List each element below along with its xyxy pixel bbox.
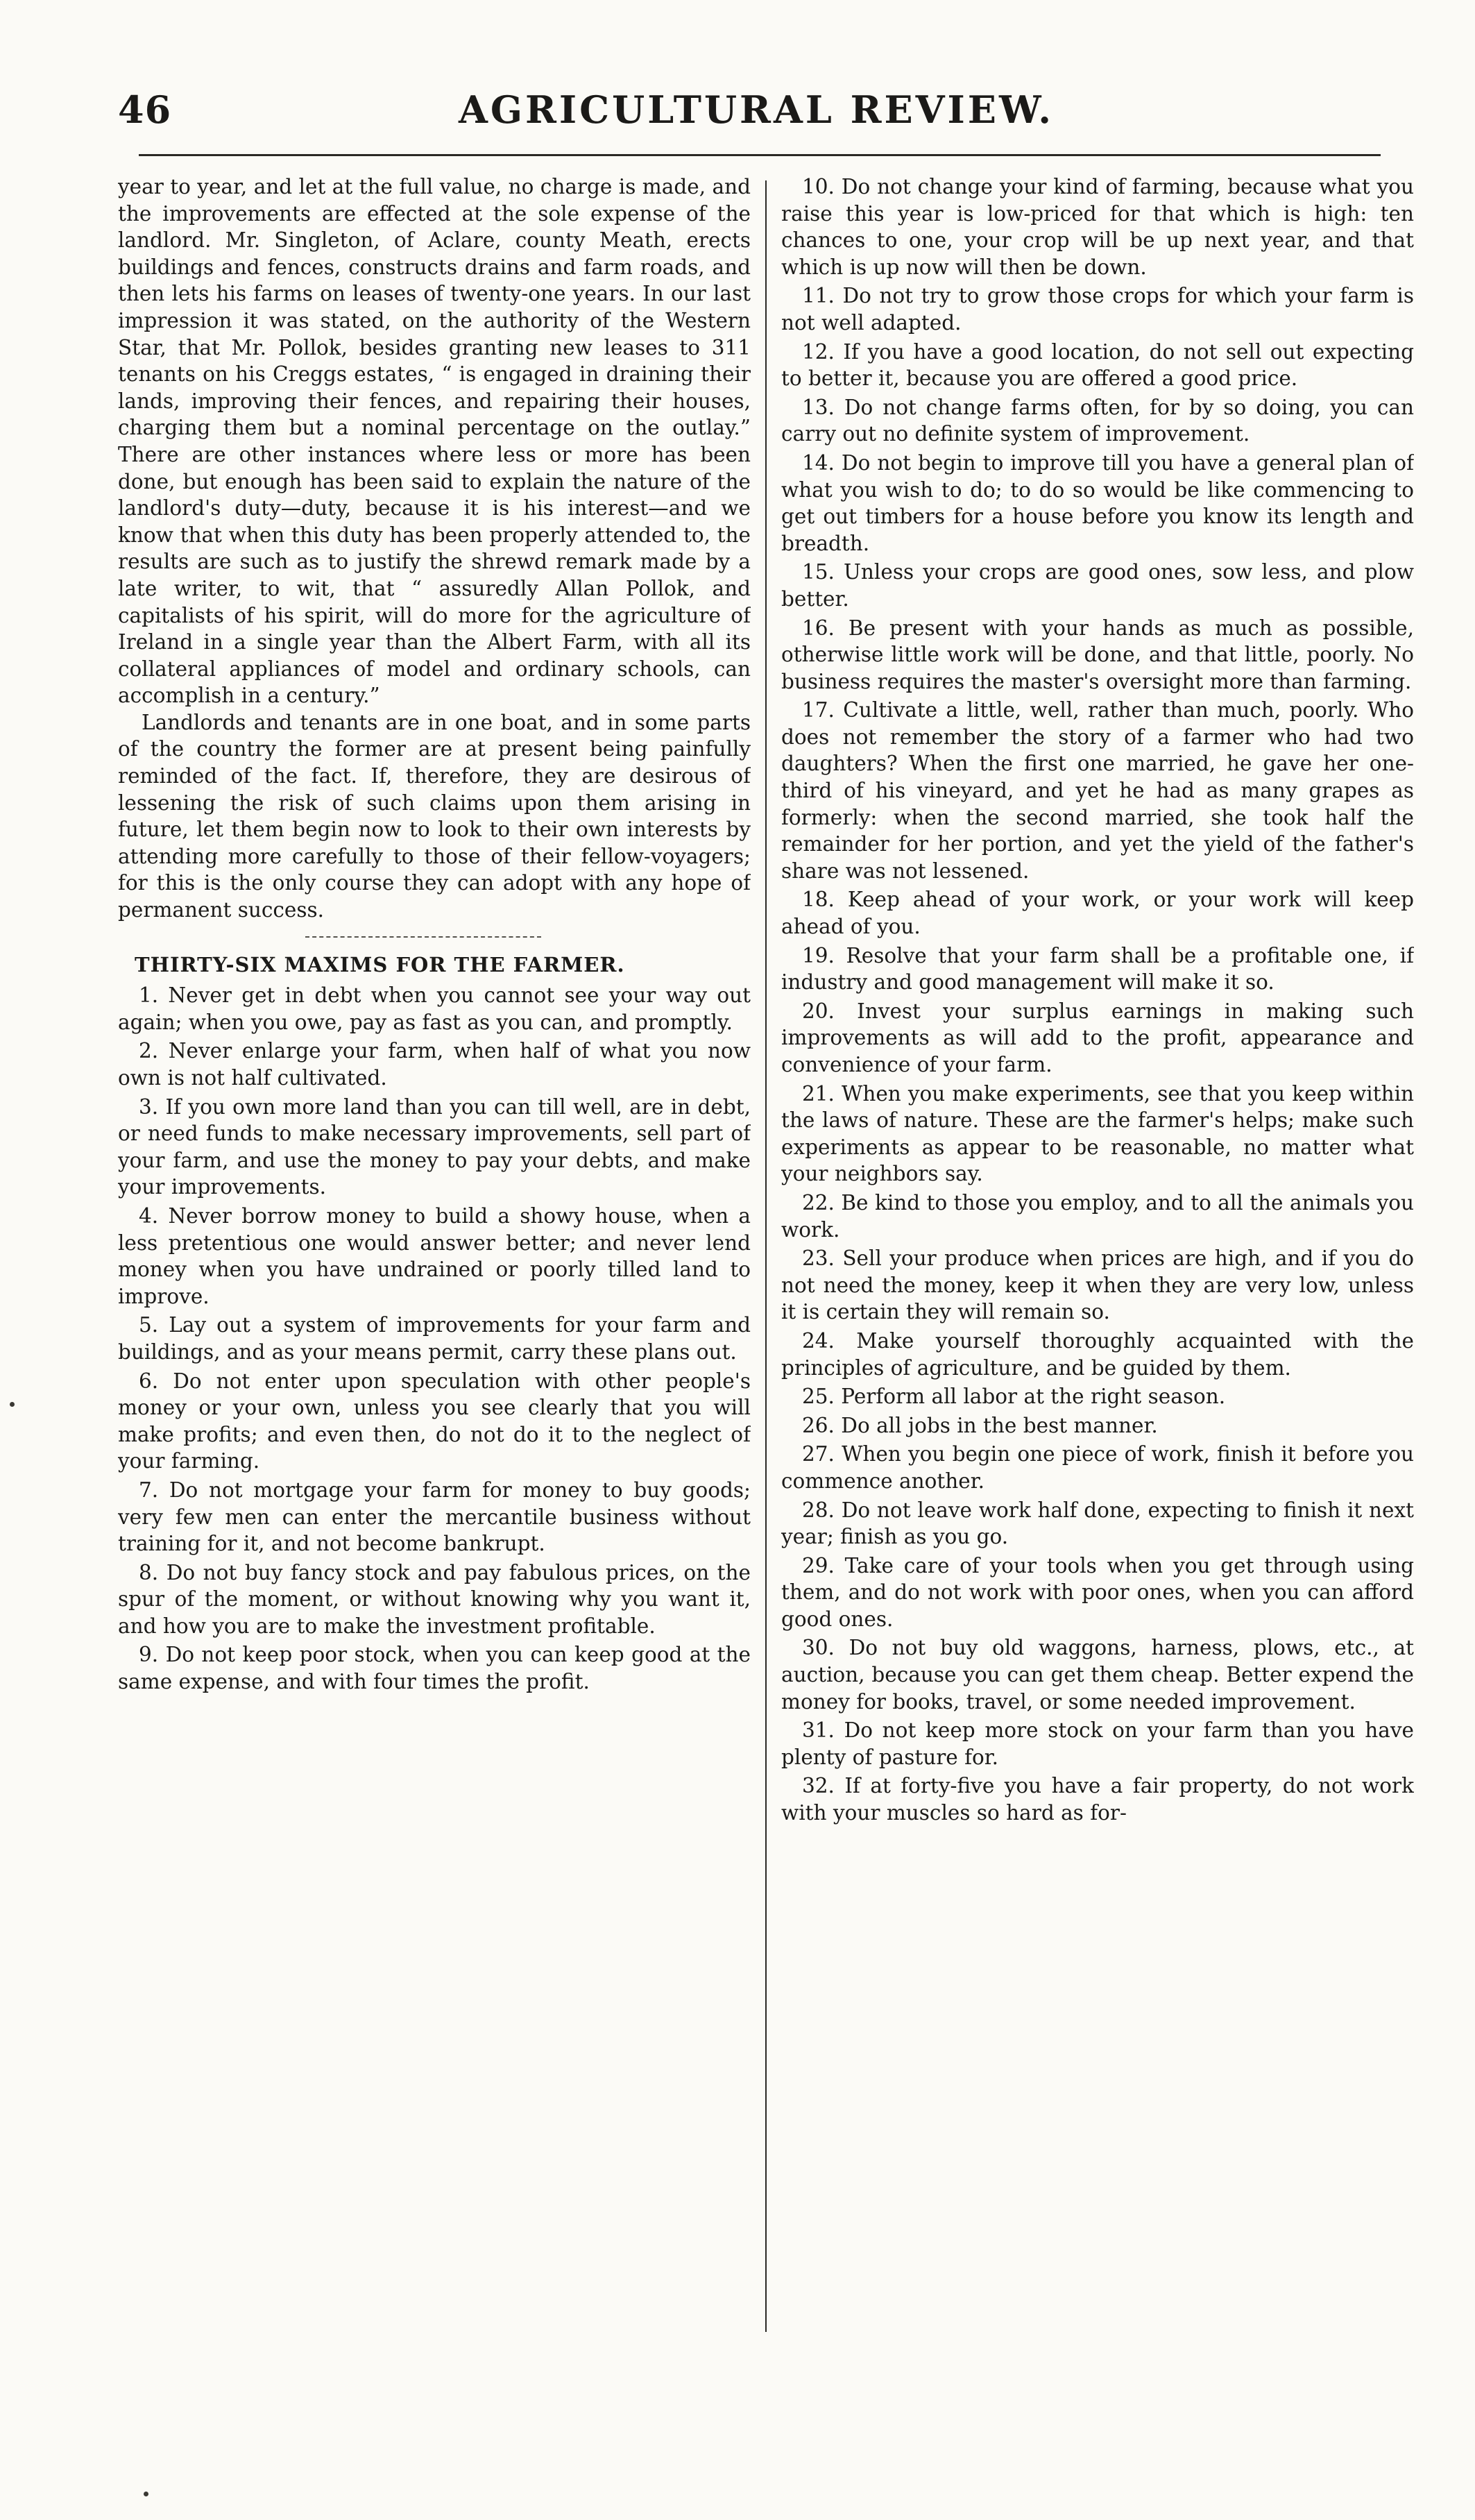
running-title: AGRICULTURAL REVIEW. [459, 87, 1054, 132]
maxim-item: 5. Lay out a system of improvements for your farm and buildings, and as your means permit, carry these plans out. [118, 1313, 751, 1364]
section-break [118, 924, 751, 952]
maxim-item: 4. Never borrow money to build a showy house, when a less pretentious one would answer better; and never lend money when you have undrained or poorly tilled land to improve. [118, 1203, 751, 1308]
print-speck [10, 1402, 15, 1407]
maxim-item: 26. Do all jobs in the best manner. [802, 1413, 1158, 1437]
maxim-item: 7. Do not mortgage your farm for money to buy goods; very few men can enter the mercantile business without training for it, and not become bankrupt. [118, 1478, 751, 1556]
maxim-item: 29. Take care of your tools when you get through using them, and do not work with poor ones, when you can afford good ones. [781, 1553, 1414, 1631]
maxim-item: 18. Keep ahead of your work, or your work will keep ahead of you. [781, 888, 1414, 939]
maxim-item: 6. Do not enter upon speculation with other people's money or your own, unless you see clearly that you will make profits; and even then, do not do it to the neglect of your farming. [118, 1369, 751, 1473]
maxim-item: 32. If at forty-five you have a fair property, do not work with your muscles so hard as for- [781, 1774, 1414, 1825]
maxim-item: 27. When you begin one piece of work, finish it before you commence another. [781, 1442, 1414, 1493]
header-rule [139, 154, 1381, 156]
maxim-item: 12. If you have a good location, do not sell out expecting to better it, because you are offered a good price. [781, 339, 1414, 391]
page-number: 46 [118, 87, 172, 132]
maxim-item: 23. Sell your produce when prices are high, and if you do not need the money, keep it when they are very low, unless it is certain they will remain so. [781, 1246, 1414, 1324]
maxim-item: 25. Perform all labor at the right season. [802, 1385, 1226, 1409]
maxim-item: 17. Cultivate a little, well, rather than much, poorly. Who does not remember the story of a farmer who had two daughters? When the first one married, he gave her one-third of his vineyard, and yet he had as many grapes as formerly: when the second married, she took half the remainder for her portion, and yet the yield of the father's share was not lessened. [781, 698, 1414, 883]
left-column [118, 174, 751, 2429]
maxim-item: 9. Do not keep poor stock, when you can keep good at the same expense, and with four times the profit. [118, 1643, 751, 1694]
maxim-item: 15. Unless your crops are good ones, sow less, and plow better. [781, 560, 1414, 611]
maxim-item: 2. Never enlarge your farm, when half of what you now own is not half cultivated. [118, 1039, 751, 1090]
maxim-item: 20. Invest your surplus earnings in making such improvements as will add to the profit, appearance and convenience of your farm. [781, 999, 1414, 1076]
maxim-item: 16. Be present with your hands as much as possible, otherwise little work will be done, and that little, poorly. No business requires the master's oversight more than farming. [781, 616, 1414, 693]
maxim-item: 30. Do not buy old waggons, harness, plows, etc., at auction, because you can get them cheap. Better expend the money for books, travel, or some needed improvement. [781, 1636, 1414, 1714]
maxim-item: 28. Do not leave work half done, expecting to finish it next year; finish as you go. [781, 1498, 1414, 1549]
maxim-item: 19. Resolve that your farm shall be a profitable one, if industry and good management will make it so. [781, 943, 1414, 995]
print-speck [144, 2492, 148, 2496]
column-divider [765, 180, 767, 2332]
maxim-item: 14. Do not begin to improve till you have a general plan of what you wish to do; to do so would be like commencing to get out timbers for a house before you know its length and breadth. [781, 450, 1414, 555]
maxim-item: 24. Make yourself thoroughly acquainted with the principles of agriculture, and be guided by them. [781, 1328, 1414, 1380]
right-column [781, 174, 1414, 2429]
maxim-item: 10. Do not change your kind of farming, because what you raise this year is low-priced for that which is high: ten chances to one, your crop will be up next year, and that which is up now will then be down. [781, 175, 1414, 279]
article-paragraph: year to year, and let at the full value, no charge is made, and the improvements are effected at the sole expense of the landlord. Mr. Singleton, of Aclare, county Meath, erects buildings and fences, constructs drains and farm roads, and then lets his farms on leases of twenty-one years. In our last impression it was stated, on the authority of the Western Star, that Mr. Pollok, besides granting new leases to 311 tenants on his Creggs estates, “ is engaged in draining their lands, improving their fences, and repairing their houses, charging them but a nominal percentage on the outlay.” There are other instances where less or more has been done, but enough has been said to explain the nature of the landlord's duty—duty, because it is his interest—and we know that when this duty has been properly attended to, the results are such as to justify the shrewd remark made by a late writer, to wit, that “ assuredly Allan Pollok, and capitalists of his spirit, will do more for the agriculture of Ireland in a single year than the Albert Farm, with all its collateral appliances of model and ordinary schools, can accomplish in a century.” [118, 175, 751, 708]
maxim-item: 21. When you make experiments, see that you keep within the laws of nature. These are the farmer's helps; make such experiments as appear to be reasonable, no matter what your neighbors say. [781, 1081, 1414, 1186]
maxim-item: 8. Do not buy fancy stock and pay fabulous prices, on the spur of the moment, or without knowing why you want it, and how you are to make the investment profitable. [118, 1560, 751, 1638]
maxim-item: 31. Do not keep more stock on your farm than you have plenty of pasture for. [781, 1718, 1414, 1769]
maxim-item: 22. Be kind to those you employ, and to all the animals you work. [781, 1190, 1414, 1242]
maxim-item: 1. Never get in debt when you cannot see your way out again; when you owe, pay as fast as you can, and promptly. [118, 983, 751, 1034]
maxim-item: 11. Do not try to grow those crops for which your farm is not well adapted. [781, 284, 1414, 335]
article-paragraph: Landlords and tenants are in one boat, and in some parts of the country the former are at present being painfully reminded of the fact. If, therefore, they are desirous of lessening the risk of such claims upon them arising in future, let them begin now to look to their own interests by attending more carefully to those of their fellow-voyagers; for this is the only course they can adopt with any hope of permanent success. [118, 710, 751, 922]
page-header [118, 82, 1395, 144]
maxim-item: 13. Do not change farms often, for by so doing, you can carry out no definite system of improvement. [781, 395, 1414, 446]
section-heading: THIRTY-SIX MAXIMS FOR THE FARMER. [135, 952, 625, 976]
maxim-item: 3. If you own more land than you can till well, are in debt, or need funds to make necessary improvements, sell part of your farm, and use the money to pay your debts, and make your improvements. [118, 1094, 751, 1199]
